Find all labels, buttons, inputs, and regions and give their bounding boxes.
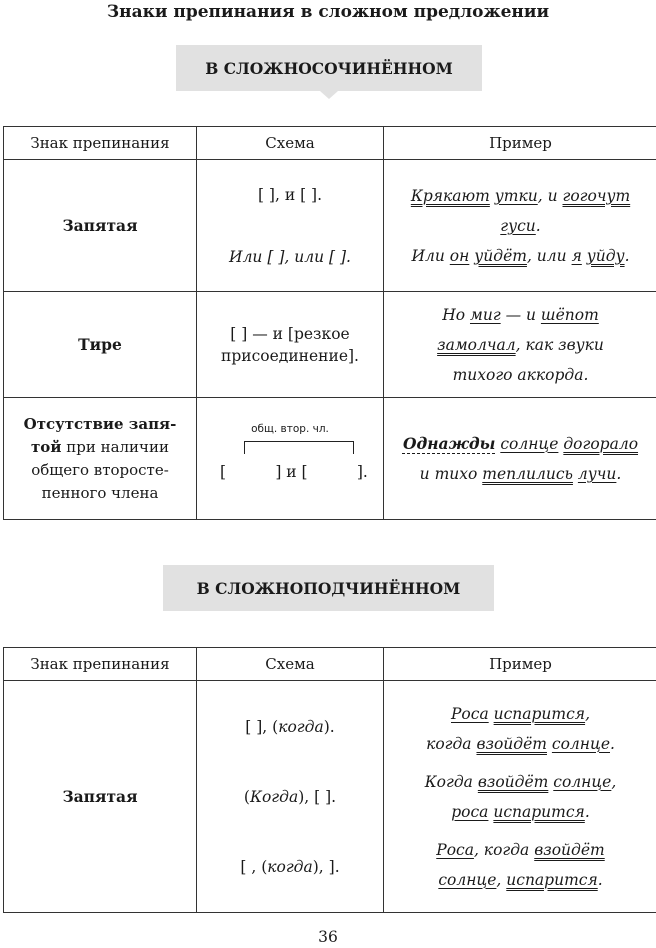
mark-absence [4,398,197,520]
subject: солнце [500,434,559,453]
scheme-line [197,786,383,808]
column-header-mark: Знак препинания [4,127,197,160]
example-text [384,300,656,390]
text: Или [411,246,450,265]
text: , как звуки [515,335,604,354]
example-cell-absence [384,398,656,520]
predicate: уйдёт [474,246,527,265]
text: тихого аккорда. [452,365,589,384]
predicate: взойдёт [477,772,549,791]
subject: солнце [551,734,610,753]
text: . [624,246,630,265]
text: , и [537,186,563,205]
predicate: догорало [563,434,639,453]
bracket-line [244,441,354,454]
text: и тихо [419,464,483,483]
text: , когда [473,840,535,859]
text: . [610,734,615,753]
table-header-row [4,648,656,681]
example-cell-comma [384,681,656,913]
text: [ ], ( [245,717,279,736]
predicate: Крякают [410,186,490,205]
text: ), ]. [312,857,340,876]
text: . [597,870,603,889]
text: . [535,216,541,235]
text: когда [426,734,477,753]
mark-dash: Тире [4,292,197,398]
table-row-absence [4,398,656,520]
conjunction: Когда [249,787,299,806]
scheme-line: [ ], и [ ]. [257,185,323,204]
text: , [611,772,617,791]
common-member-scheme [210,421,370,497]
predicate: замолчал [437,335,516,354]
secondary-member: Однажды [402,433,496,453]
column-header-mark: Знак препинания [4,648,197,681]
scheme-line [197,856,383,878]
scheme-line: Или [ ], или [ ]. [229,247,351,266]
example-cell-dash [384,292,656,398]
table-row-dash [4,292,656,398]
predicate: теплились [482,464,573,483]
example-text [384,767,656,827]
page-number: 36 [318,928,338,946]
subject: Роса [436,840,474,859]
text: Когда [424,772,478,791]
predicate: взойдёт [476,734,547,753]
table-row-comma [4,681,656,913]
text: . [584,802,590,821]
subject: он [449,246,470,265]
subject: гуси [500,216,536,235]
text: , или [526,246,572,265]
table-header-row [4,127,656,160]
text: , [496,870,507,889]
predicate: испарится [493,802,585,821]
subject: лучи [577,464,617,483]
predicate: взойдёт [534,840,605,859]
mark-comma: Запятая [4,160,197,292]
subject: солнце [553,772,612,791]
mark-comma: Запятая [4,681,197,913]
text: — и [500,305,541,324]
complex-table [3,647,656,913]
scheme-line: [ ] — и [резкое присоединение]. [221,324,359,365]
predicate: испарится [506,870,598,889]
subject: роса [451,802,489,821]
example-cell-comma [384,160,656,292]
mark-rest: при наличии общего второсте-пенного члена [31,437,169,502]
text: . [616,464,622,483]
scheme-cell-absence [197,398,384,520]
table-row-comma [4,160,656,292]
example-text [384,181,656,241]
scheme-cell-comma [197,681,384,913]
text: ), [ ]. [298,787,337,806]
text: Но [442,305,470,324]
scheme-cell-comma [197,160,384,292]
text: ). [323,717,335,736]
subject: Роса [451,704,489,723]
text: ( [243,787,250,806]
page-title: Знаки препинания в сложном предложении [106,2,550,22]
column-header-scheme: Схема [197,648,384,681]
scheme-formula: [ ] и [ ]. [220,462,368,481]
conjunction: когда [267,857,313,876]
scheme-cell-dash [197,292,384,398]
column-header-example: Пример [384,648,656,681]
subject: я [571,246,582,265]
example-text [384,241,656,271]
subject: утки [494,186,538,205]
text: [ , ( [240,857,268,876]
predicate: гогочут [562,186,631,205]
subject: солнце [438,870,497,889]
conjunction: когда [278,717,324,736]
section-heading-compound: В СЛОЖНОСОЧИНЁННОМ [176,45,482,91]
scheme-line [197,716,383,738]
column-header-scheme: Схема [197,127,384,160]
mark-bold: Отсутствие запя- [23,414,177,433]
section-heading-complex: В СЛОЖНОПОДЧИНЁННОМ [163,565,494,611]
predicate: испарится [493,704,586,723]
scheme-caption: общ. втор. чл. [251,422,329,435]
text: , [585,704,590,723]
subject: шёпот [540,305,599,324]
mark-bold: той [31,437,62,456]
example-text [384,835,656,895]
predicate: уйду [586,246,625,265]
compound-table [3,126,656,520]
example-text [384,429,656,489]
example-text [384,699,656,759]
subject: миг [469,305,501,324]
mark-text [4,413,196,505]
column-header-example: Пример [384,127,656,160]
